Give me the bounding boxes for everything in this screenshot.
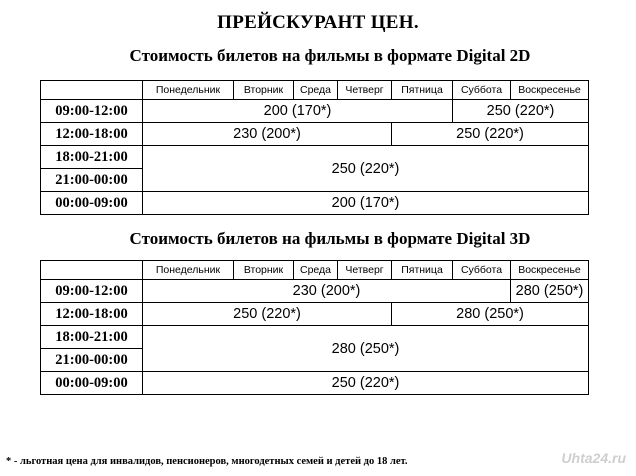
price-cell: 280 (250*) [392, 303, 589, 326]
price-table-3d [40, 260, 589, 395]
table-row [41, 372, 589, 395]
table-row [41, 192, 589, 215]
header-day-monday: Понедельник [143, 81, 234, 100]
time-slot: 18:00-21:00 [41, 146, 143, 169]
page-title: ПРЕЙСКУРАНТ ЦЕН. [217, 12, 419, 33]
price-cell: 230 (200*) [143, 280, 511, 303]
header-day-friday: Пятница [392, 81, 453, 100]
footnote: * - льготная цена для инвалидов, пенсионеров, многодетных семей и детей до 18 лет. [6, 456, 408, 467]
header-day-friday: Пятница [392, 261, 453, 280]
header-day-sunday: Воскресенье [511, 261, 589, 280]
section-title-2d: Стоимость билетов на фильмы в формате Digital 2D [129, 46, 531, 65]
table-header-row [41, 261, 589, 280]
price-cell: 200 (170*) [143, 192, 589, 215]
table-row [41, 280, 589, 303]
table-header-row [41, 81, 589, 100]
price-table-2d [40, 80, 589, 215]
time-slot: 00:00-09:00 [41, 192, 143, 215]
watermark: Uhta24.ru [561, 450, 626, 466]
time-slot: 18:00-21:00 [41, 326, 143, 349]
table-row [41, 123, 589, 146]
table-row [41, 326, 589, 349]
header-day-saturday: Суббота [453, 81, 511, 100]
header-day-tuesday: Вторник [234, 81, 294, 100]
table-row [41, 303, 589, 326]
time-slot: 21:00-00:00 [41, 169, 143, 192]
price-cell: 280 (250*) [511, 280, 589, 303]
header-day-thursday: Четверг [338, 261, 392, 280]
price-cell: 250 (220*) [143, 372, 589, 395]
time-slot: 09:00-12:00 [41, 280, 143, 303]
price-cell: 250 (220*) [143, 303, 392, 326]
header-corner-cell [41, 261, 143, 280]
header-day-wednesday: Среда [294, 81, 338, 100]
time-slot: 09:00-12:00 [41, 100, 143, 123]
price-cell: 250 (220*) [453, 100, 589, 123]
price-cell: 250 (220*) [392, 123, 589, 146]
price-cell: 200 (170*) [143, 100, 453, 123]
header-day-wednesday: Среда [294, 261, 338, 280]
header-corner-cell [41, 81, 143, 100]
time-slot: 12:00-18:00 [41, 303, 143, 326]
time-slot: 00:00-09:00 [41, 372, 143, 395]
header-day-sunday: Воскресенье [511, 81, 589, 100]
table-row [41, 146, 589, 169]
header-day-saturday: Суббота [453, 261, 511, 280]
header-day-monday: Понедельник [143, 261, 234, 280]
table-row [41, 100, 589, 123]
price-cell: 280 (250*) [143, 326, 589, 372]
header-day-thursday: Четверг [338, 81, 392, 100]
time-slot: 12:00-18:00 [41, 123, 143, 146]
price-cell: 250 (220*) [143, 146, 589, 192]
price-cell: 230 (200*) [143, 123, 392, 146]
header-day-tuesday: Вторник [234, 261, 294, 280]
time-slot: 21:00-00:00 [41, 349, 143, 372]
section-title-3d: Стоимость билетов на фильмы в формате Digital 3D [129, 229, 531, 248]
